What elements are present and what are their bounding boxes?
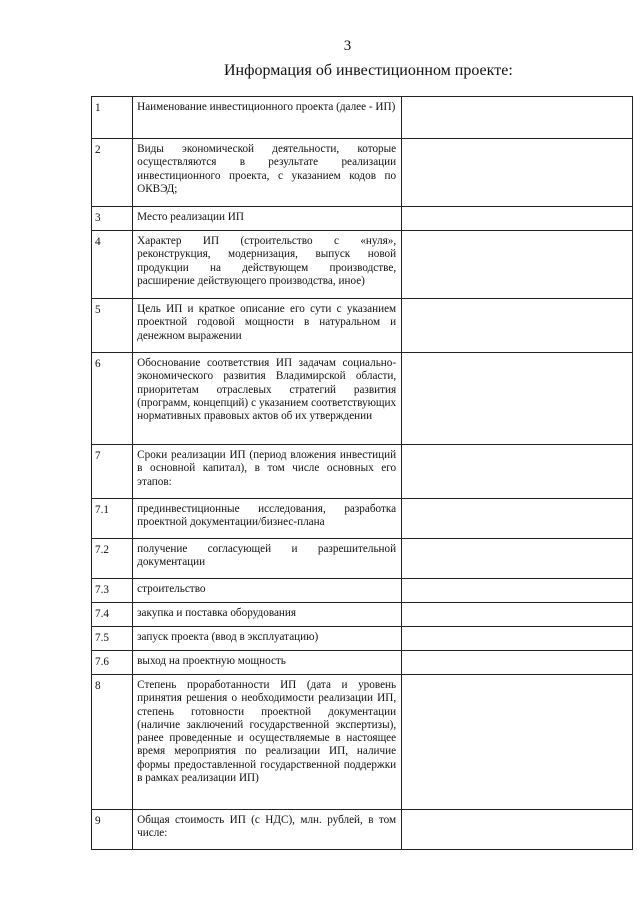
row-number: 7.1 — [92, 499, 133, 539]
table-row — [92, 499, 633, 539]
row-value-cell[interactable] — [402, 139, 633, 207]
row-number: 8 — [92, 675, 133, 810]
table-row — [92, 97, 633, 139]
row-number: 6 — [92, 353, 133, 445]
row-number: 7.2 — [92, 539, 133, 579]
row-description: Цель ИП и краткое описание его сути с указанием проектной годовой мощности в натуральном и денежном выражении — [133, 299, 402, 353]
row-value-cell[interactable] — [402, 579, 633, 603]
row-description: Обоснование соответствия ИП задачам социально-экономического развития Владимирской области, приоритетам отраслевых стратегий развития (программ, концепций) с указанием соответствующих нормативных правовых актов об их утверждении — [133, 353, 402, 445]
row-value-cell[interactable] — [402, 675, 633, 810]
row-description: строительство — [133, 579, 402, 603]
table-row — [92, 353, 633, 445]
row-description: Сроки реализации ИП (период вложения инвестиций в основной капитал), в том числе основных его этапов: — [133, 445, 402, 499]
table-row — [92, 299, 633, 353]
row-value-cell[interactable] — [402, 603, 633, 627]
row-number: 7 — [92, 445, 133, 499]
row-value-cell[interactable] — [402, 651, 633, 675]
page-title: Информация об инвестиционном проекте: — [224, 62, 513, 79]
row-description: Общая стоимость ИП (с НДС), млн. рублей, в том числе: — [133, 810, 402, 850]
row-description: Наименование инвестиционного проекта (далее - ИП) — [133, 97, 402, 139]
row-number: 4 — [92, 231, 133, 299]
row-number: 7.4 — [92, 603, 133, 627]
table-row — [92, 603, 633, 627]
row-description: Место реализации ИП — [133, 207, 402, 231]
row-number: 2 — [92, 139, 133, 207]
row-number: 3 — [92, 207, 133, 231]
row-value-cell[interactable] — [402, 445, 633, 499]
table-row — [92, 139, 633, 207]
row-description: Степень проработанности ИП (дата и уровень принятия решения о необходимости реализации ИП, степень готовности проектной документации (наличие заключений государственной экспертизы), ранее проведенные и осуществляемые в настоящее время мероприятия по реализации ИП, наличие формы предоставленной государственной поддержки в рамках реализации ИП) — [133, 675, 402, 810]
page-number: 3 — [343, 38, 352, 54]
table-row — [92, 231, 633, 299]
row-number: 7.5 — [92, 627, 133, 651]
row-value-cell[interactable] — [402, 499, 633, 539]
table-row — [92, 207, 633, 231]
table-row — [92, 579, 633, 603]
row-value-cell[interactable] — [402, 207, 633, 231]
row-value-cell[interactable] — [402, 627, 633, 651]
row-value-cell[interactable] — [402, 539, 633, 579]
row-number: 1 — [92, 97, 133, 139]
table-row — [92, 445, 633, 499]
table-row — [92, 810, 633, 850]
row-description: закупка и поставка оборудования — [133, 603, 402, 627]
row-description: Характер ИП (строительство с «нуля», реконструкция, модернизация, выпуск новой продукции на действующем производстве, расширение действующего производства, иное) — [133, 231, 402, 299]
row-number: 7.6 — [92, 651, 133, 675]
row-number: 7.3 — [92, 579, 133, 603]
row-description: запуск проекта (ввод в эксплуатацию) — [133, 627, 402, 651]
table-row — [92, 675, 633, 810]
row-description: получение согласующей и разрешительной документации — [133, 539, 402, 579]
table-row — [92, 651, 633, 675]
table-row — [92, 627, 633, 651]
row-value-cell[interactable] — [402, 97, 633, 139]
row-value-cell[interactable] — [402, 810, 633, 850]
row-description: прединвестиционные исследования, разработка проектной документации/бизнес-плана — [133, 499, 402, 539]
row-number: 9 — [92, 810, 133, 850]
row-value-cell[interactable] — [402, 353, 633, 445]
row-value-cell[interactable] — [402, 299, 633, 353]
investment-project-table — [91, 96, 633, 850]
table-row — [92, 539, 633, 579]
row-value-cell[interactable] — [402, 231, 633, 299]
row-description: Виды экономической деятельности, которые осуществляются в результате реализации инвестиционного проекта, с указанием кодов по ОКВЭД; — [133, 139, 402, 207]
row-number: 5 — [92, 299, 133, 353]
row-description: выход на проектную мощность — [133, 651, 402, 675]
